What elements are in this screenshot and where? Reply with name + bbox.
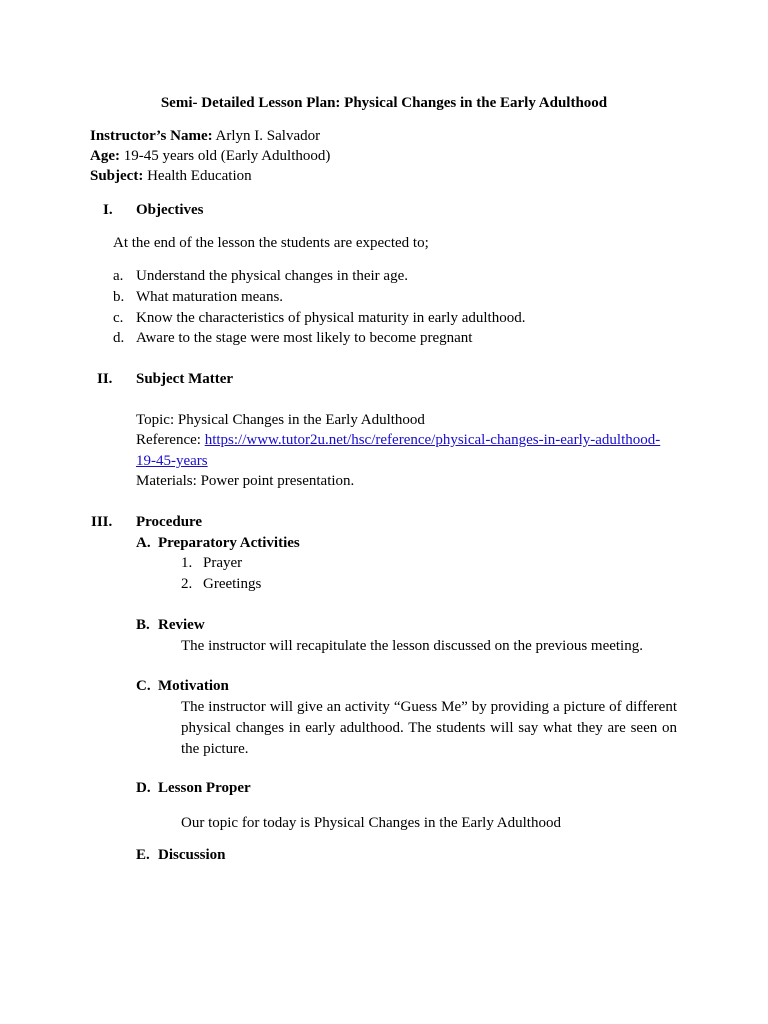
section-heading-subject-matter: Subject Matter	[136, 371, 234, 387]
review-text: The instructor will recapitulate the lesson discussed on the previous meeting.	[181, 638, 643, 654]
motivation-text: The instructor will give an activity “Guess Me” by providing a picture of different physical changes in early adulthood. The students will say what they are seen on the picture.	[181, 699, 677, 757]
subsection-heading-lesson-proper: Lesson Proper	[158, 780, 251, 796]
subsection-heading-review: Review	[158, 617, 205, 633]
list-marker: b.	[113, 289, 125, 305]
age-label: Age:	[90, 148, 120, 164]
subject-value: Health Education	[147, 168, 252, 184]
section-heading-objectives: Objectives	[136, 202, 204, 218]
subject-label: Subject:	[90, 168, 144, 184]
instructor-line	[90, 126, 320, 146]
subsection-heading-discussion: Discussion	[158, 847, 226, 863]
list-item: Greetings	[203, 576, 262, 592]
reference-link[interactable]: https://www.tutor2u.net/hsc/reference/physical-changes-in-early-adulthood-	[204, 432, 661, 448]
list-item: Know the characteristics of physical maturity in early adulthood.	[136, 310, 526, 326]
subject-line	[90, 166, 252, 186]
subsection-marker: E.	[136, 847, 150, 863]
section-number-objectives: I.	[103, 202, 113, 218]
subsection-marker: B.	[136, 617, 150, 633]
subsection-heading-preparatory: Preparatory Activities	[158, 535, 300, 551]
list-item: Understand the physical changes in their age.	[136, 268, 408, 284]
lesson-proper-text: Our topic for today is Physical Changes in the Early Adulthood	[181, 815, 561, 831]
document-title: Semi- Detailed Lesson Plan: Physical Changes in the Early Adulthood	[160, 95, 608, 111]
subsection-marker: A.	[136, 535, 151, 551]
list-marker: 2.	[181, 576, 193, 592]
instructor-label: Instructor’s Name:	[90, 128, 213, 144]
reference-link-continued[interactable]: 19-45-years	[136, 453, 208, 469]
list-item: Aware to the stage were most likely to become pregnant	[136, 330, 473, 346]
age-line	[90, 146, 330, 166]
reference-link-continued-line	[136, 451, 208, 471]
list-marker: d.	[113, 330, 125, 346]
list-item: What maturation means.	[136, 289, 284, 305]
subsection-marker: C.	[136, 678, 151, 694]
subsection-marker: D.	[136, 780, 151, 796]
subsection-heading-motivation: Motivation	[158, 678, 229, 694]
section-number-subject-matter: II.	[97, 371, 113, 387]
materials-line: Materials: Power point presentation.	[136, 473, 355, 489]
list-item: Prayer	[203, 555, 243, 571]
list-marker: 1.	[181, 555, 193, 571]
section-number-procedure: III.	[91, 514, 113, 530]
reference-line	[136, 430, 660, 450]
objectives-intro: At the end of the lesson the students are expected to;	[113, 235, 429, 251]
section-heading-procedure: Procedure	[136, 514, 203, 530]
instructor-value: Arlyn I. Salvador	[215, 128, 321, 144]
topic-line: Topic: Physical Changes in the Early Adulthood	[136, 412, 425, 428]
list-marker: c.	[113, 310, 124, 326]
list-marker: a.	[113, 268, 124, 284]
age-value: 19-45 years old (Early Adulthood)	[123, 148, 331, 164]
reference-label: Reference:	[136, 432, 205, 448]
